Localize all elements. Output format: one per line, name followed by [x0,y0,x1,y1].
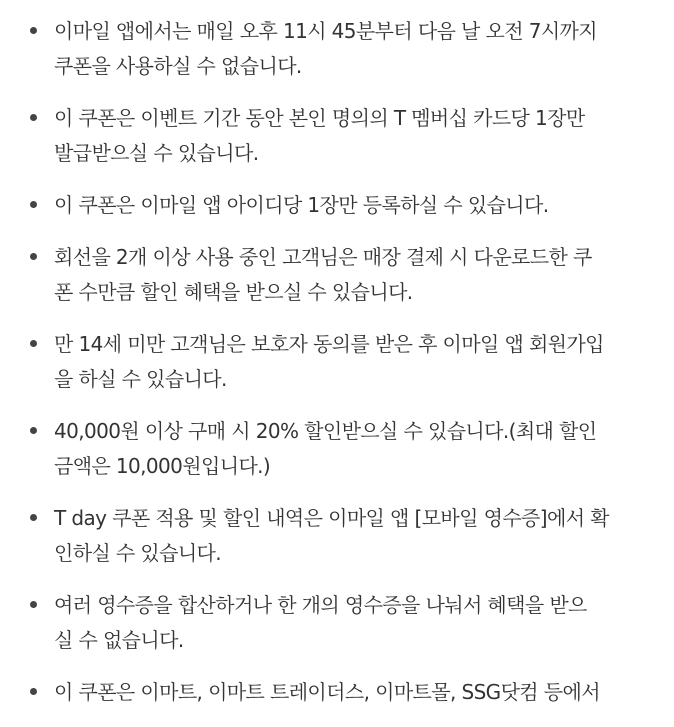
bullet-icon [30,514,37,521]
notice-text-line: 40,000원 이상 구매 시 20% 할인받으실 수 있습니다.(최대 할인 [54,419,597,443]
notice-text-line: 회선을 2개 이상 사용 중인 고객님은 매장 결제 시 다운로드한 쿠 [54,245,592,269]
bullet-icon [30,688,37,695]
notice-text-line: T day 쿠폰 적용 및 할인 내역은 이마일 앱 [모바일 영수증]에서 확 [54,506,609,530]
bullet-icon [30,27,37,34]
notice-text-line: 여러 영수증을 합산하거나 한 개의 영수증을 나눠서 혜택을 받으 [54,593,587,617]
notice-item [0,188,674,223]
bullet-icon [30,201,37,208]
bullet-icon [30,114,37,121]
notice-text-line: 이 쿠폰은 이마트, 이마트 트레이더스, 이마트몰, SSG닷컴 등에서 [54,680,600,704]
notice-text-line: 만 14세 미만 고객님은 보호자 동의를 받은 후 이마일 앱 회원가입 [54,332,604,356]
notice-item [0,588,674,658]
notice-item [0,501,674,571]
notice-list [0,14,674,727]
notice-text-line: 발급받으실 수 있습니다. [54,141,259,165]
notice-text-line: 인하실 수 있습니다. [54,541,222,565]
bullet-icon [30,253,37,260]
notice-text-line: 쿠폰을 사용하실 수 없습니다. [54,54,302,78]
notice-text-line: 이마일 앱에서는 매일 오후 11시 45분부터 다음 날 오전 7시까지 [54,19,597,43]
notice-item [0,327,674,397]
notice-text-line: 이 쿠폰은 이마일 앱 아이디당 1장만 등록하실 수 있습니다. [54,193,549,217]
notice-item [0,414,674,484]
notice-text-line: 폰 수만큼 할인 혜택을 받으실 수 있습니다. [54,280,413,304]
bullet-icon [30,340,37,347]
notice-text-line: 을 하실 수 있습니다. [54,367,227,391]
notice-item [0,240,674,310]
bullet-icon [30,427,37,434]
notice-text-line: 실 수 없습니다. [54,628,184,652]
notice-item [0,14,674,84]
notice-text-line: 금액은 10,000원입니다.) [54,454,271,478]
bullet-icon [30,601,37,608]
notice-item [0,675,674,710]
notice-item [0,101,674,171]
notice-text-line: 이 쿠폰은 이벤트 기간 동안 본인 명의의 T 멤버십 카드당 1장만 [54,106,585,130]
